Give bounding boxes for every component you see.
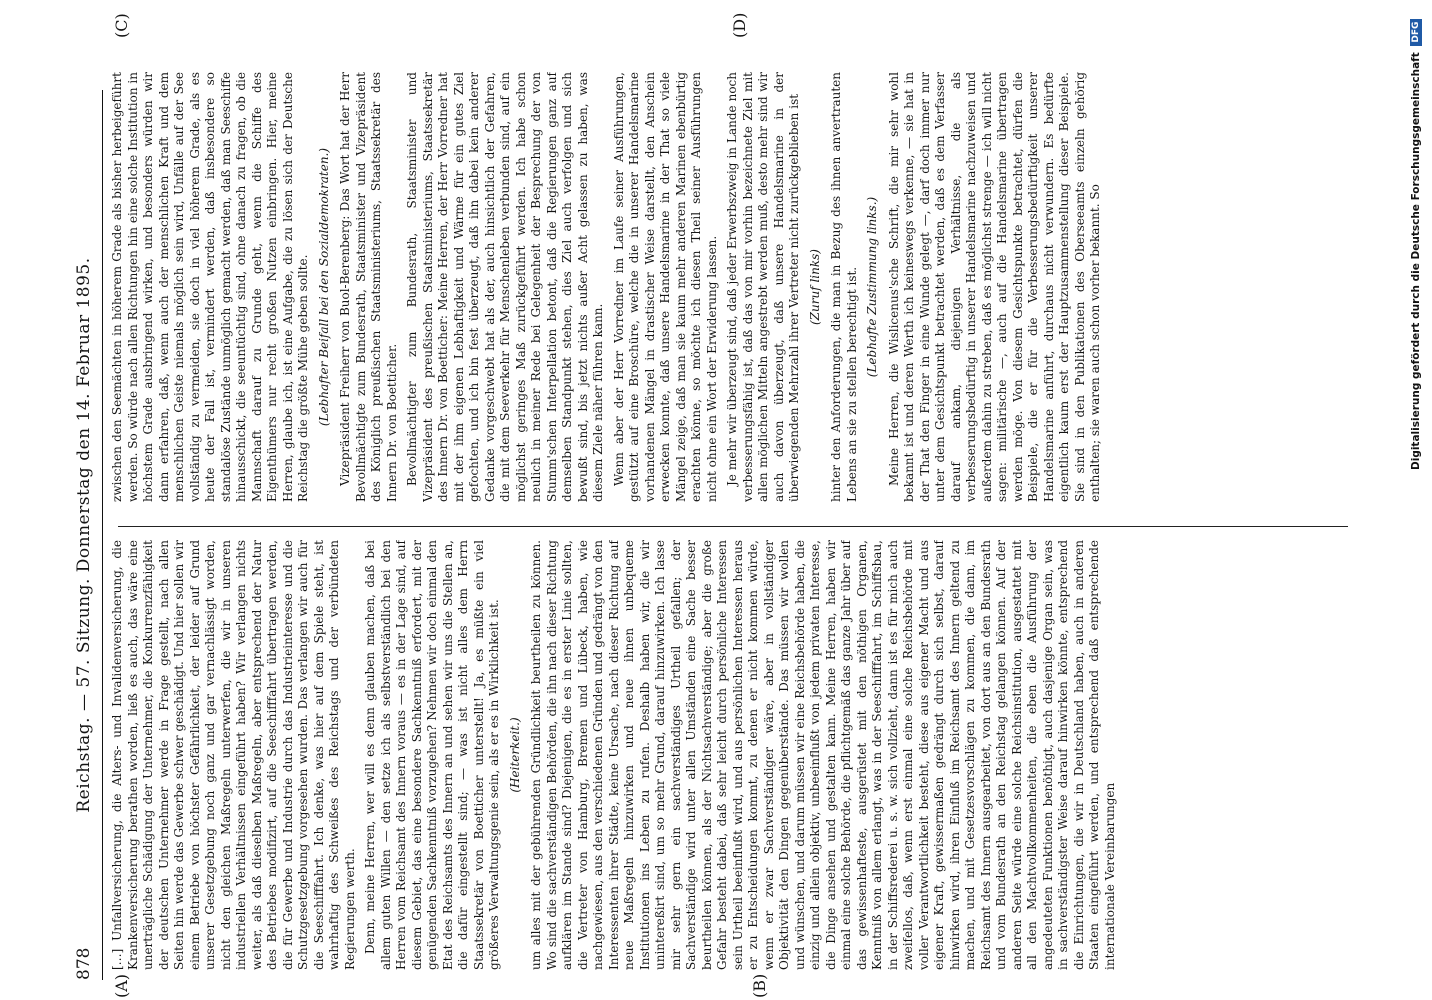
credit-text: Digitalisierung gefördert durch die Deutsche Forschungsgemeinschaft [1410, 52, 1422, 470]
paragraph: hinter den Anforderungen, die man in Bezug des ihnen anvertrauten Lebens an sie zu stellen berechtigt ist. [829, 72, 859, 502]
dfg-logo-icon: DFG [1410, 19, 1422, 46]
paragraph: zwischen den Seemächten in höherem Grade als bisher herbeigeführt werden. So würde nach allen Richtungen hin eine solche Institution in höchstem Grade ausbringend wirken, und besonders würden wir dann erfahren, daß, wenn auch der menschlichen Kraft und dem menschlichen Geiste niemals möglich sein wird, Unfälle auf der See vollständig zu vermeiden, sie doch in viel höherem Grade, als es heute der Fall ist, vermindert werden, daß insbesondere so standalöse Zustände unmöglich gemacht werden, daß man Seeschiffe hinausschickt, die seeuntüchtig sind, ohne danach zu fragen, ob die Mannschaft darauf zu Grunde geht, wenn die Schiffe des Eigenthümers nur recht großen Nutzen einbringen. Hier, meine Herren, glaube ich, ist eine Aufgabe, die zu lösen sich der Deutsche Reichstag die größte Mühe geben sollte. [110, 72, 310, 502]
digitization-credit [1410, 10, 1428, 470]
paragraph: Meine Herren, die Wislicenus'sche Schrift, die mir sehr wohl bekannt ist und deren Werth ich keineswegs verkenne, — sie hat in der That den Finger in eine Wunde gelegt —, darf doch immer nur unter dem Gesichtspunkt betrachtet werden, daß es dem Verfasser darauf ankam, diejenigen Verhältnisse, die als verbesserungsbedürftig in unserer Handelsmarine nachzuweisen und außerdem dahin zu streben, daß es möglichst strenge — ich will nicht sagen: militärische —, auch auf die Handelsmarine übertragen werden möge. Von diesem Gesichtspunkte betrachtet, dürfen die Beispiele, die er für die Verbesserungsbedürftigkeit unserer Handelsmarine anführt, durchaus nicht verwundern. Es bedürfte eigentlich kaum erst der Hauptzusammenstellung dieser Beispiele. Sie sind in den Publikationen des Oberseeamts einzeln gehörig enthalten; sie waren auch schon vorher bekannt. So [886, 72, 1102, 502]
page-number: 878 [74, 947, 94, 980]
left-column [110, 540, 1320, 970]
paragraph: […] Unfallversicherung, die Alters- und Invalidenversicherung, die Krankenversicherung berathen worden, ließ es auch, das wäre eine unerträgliche Schädigung der Unternehmer, die Konkurrenzfähigkeit der deutschen Unternehmer werde in Frage gestellt, nach allen Seiten hin werde das Gewerbe schwer geschädigt. Und hier sollen wir einem Betriebe von höchster Gefährlichkeit, der leider auf Grund unserer Gesetzgebung noch ganz und gar vernachlässigt worden, nicht den gleichen Maßregeln unterwerfen, die wir in unseren industriellen Verhältnissen eingeführt haben? Wir verlangen nichts weiter, als daß dieselben Maßregeln, aber entsprechend der Natur des Betriebes modifizirt, auf die Seeschifffahrt übertragen werden, die für Gewerbe und Industrie durch das Industrieinteresse und die Schutzgesetzgebung vorgesehen wurden. Das verlangen wir auch für die Seeschifffahrt. Ich denke, was hier auf dem Spiele steht, ist wahrhaftig des Schweißes des Reichstags und der verbündeten Regierungen werth. [110, 540, 357, 970]
speaker-paragraph: Bevollmächtigter zum Bundesrath, Staatsminister und Vizepräsident des preußischen Staatsministeriums, Staatssekretär des Innern Dr. von Boetticher: Meine Herren, der Herr Vorredner hat mit der ihm eigenen Lebhaftigkeit und Wärme für ein gutes Ziel gefochten, und ich bin fest überzeugt, daß ihn dabei kein anderer Gedanke vorgeschwebt hat als der, auch hinsichtlich der Gefahren, die mit dem Seeverkehr für Menschenleben verbunden sind, auf ein möglichst geringes Maß zurückgeführt werden. Ich habe schon neulich in meiner Rede bei Gelegenheit der Besprechung der von Stumm'schen Interpellation betont, daß die Regierungen ganz auf demselben Standpunkt stehen, dies Ziel auch verfolgen und sich bewußt sind, bis jetzt nichts außer Acht gelassen zu haben, was diesem Ziele näher führen kann. [405, 72, 605, 502]
page-header [72, 90, 103, 980]
margin-letter-d: (D) [730, 12, 749, 38]
column-divider [118, 526, 1348, 527]
stage-direction: (Zuruf links) [807, 249, 822, 325]
stage-direction: (Heiterkeit.) [507, 717, 522, 793]
paragraph: um alles mit der gebührenden Gründlichkeit beurtheilen zu können. Wo sind die sachverständigen Behörden, die ihn nach dieser Richtung aufklären im Stande sind? Diejenigen, die es in erster Linie sollten, die Vertreter von Hamburg, Bremen und Lübeck, haben, wie nachgewiesen, aus den verschiedenen Gründen und gedrängt von den Interessenten ihrer Städte, keine Ursache, nach dieser Richtung auf neue Maßregeln hinzuwirken und neue ihnen unbequeme Institutionen ins Leben zu rufen. Deshalb haben wir, die wir unintereßirt sind, um so mehr Grund, darauf hinzuwirken. Ich lasse mir sehr gern ein sachverständiges Urtheil gefallen; der Sachverständige wird unter allen Umständen eine Sache besser beurtheilen können, als der Nichtsachverständige; aber die große Gefahr besteht dabei, daß sehr leicht durch persönliche Interessen sein Urtheil beeinflußt wird, und aus persönlichen Interessen heraus er zu Entscheidungen kommt, zu denen er nicht kommen würde, wenn er zwar Sachverständiger wäre, aber in vollständiger Objektivität den Dingen gegenüberstände. Das müssen wir wollen und wünschen, und darum müssen wir eine Reichsbehörde haben, die einzig und allein objektiv, unbeeinflußt von jedem privaten Interesse, die Dinge ansehen und gestalten kann. Meine Herren, haben wir einmal eine solche Behörde, die pflichtgemäß das ganze Jahr über auf das gewissenhafteste, ausgerüstet mit den nöthigen Organen, Kenntniß von allem erlangt, was in der Seeschifffahrt, im Schiffsbau, in der Schiffsrederei u. s. w. sich vollzieht, dann ist es für mich auch zweifellos, daß, wenn erst einmal eine solche Reichsbehörde mit voller Verantwortlichkeit besteht, diese aus eigener Macht und aus eigener Kraft, gewissermaßen gedrängt durch sich selbst, darauf hinwirken wird, ihren Einfluß im Reichsamt des Innern geltend zu machen, und mit Gesetzesvorschlägen zu kommen, die dann, im Reichsamt des Innern ausgearbeitet, von dort aus an den Bundesrath und vom Bundesrath an den Reichstag gelangen können. Auf der anderen Seite würde eine solche Reichsinstitution, ausgestattet mit all den Machtvollkommenheiten, die eben die Ausführung der angedeuteten Funktionen benöthigt, auch dasjenige Organ sein, was in sachverständigster Weise darauf hinwirken könnte, entsprechend die Einrichtungen, die wir in Deutschland haben, auch in anderen Staaten eingeführt werden, und entsprechend daß entsprechende internationale Vereinbarungen [529, 540, 1117, 970]
speaker-paragraph: Vizepräsident Freiherr von Buol-Berenberg: Das Wort hat der Herr Bevollmächtigte zum Bundesrath, Staatsminister und Vizepräsident des Königlich preußischen Staatsministeriums, Staatssekretär des Innern Dr. von Boetticher. [338, 72, 399, 502]
margin-letter-a: (A) [112, 973, 131, 998]
right-column [110, 72, 1365, 502]
paragraph: Je mehr wir überzeugt sind, daß jeder Erwerbszweig in Lande noch verbesserungsfähig ist, daß das von mir vorhin bezeichnete Ziel mit allen möglichen Mitteln angestrebt werden muß, desto mehr sind wir auch davon überzeugt, daß unsere Handelsmarine in der überwiegenden Mehrzahl ihrer Vertreter nicht zurückgeblieben ist [725, 72, 801, 502]
margin-letter-c: (C) [112, 13, 131, 38]
stage-direction: (Lebhafte Zustimmung links.) [865, 196, 879, 378]
paragraph: Denn, meine Herren, wer will es denn glauben machen, daß bei allem guten Willen — den setze ich als selbstverständlich bei den Herren vom Reichsamt des Innern voraus — es in der Lage sind, auf diesem Gebiet, das eine besondere Sachkenntniß erfordert, mit der genügenden Sachkenntniß vorzugehen? Nehmen wir doch einmal den Etat des Reichsamts des Innern an und sehen wir uns die Stellen an, die dafür eingestellt sind; — was ist nicht alles dem Herrn Staatssekretär von Boetticher unterstellt! Ja, es müßte ein viel größeres Verwaltungsgenie sein, als er es in Wirklichkeit ist. [363, 540, 501, 970]
paragraph: Wenn aber der Herr Vorredner im Laufe seiner Ausführungen, gestützt auf eine Broschüre, welche die in unserer Handelsmarine vorhandenen Mängel in drastischer Weise darstellt, den Anschein erwecken konnte, daß unsere Handelsmarine in der That so viele Mängel zeige, daß man sie kaum mehr anderen Marinen ebenbürtig erachten könne, so möchte ich diesen Theil seiner Ausführungen nicht ohne ein Wort der Erwiderung lassen. [611, 72, 719, 502]
running-head: Reichstag. — 57. Sitzung. Donnerstag den 14. Februar 1895. [74, 257, 94, 813]
margin-letter-b: (B) [750, 973, 769, 998]
stage-direction: (Lebhafter Beifall bei den Sozialdemokraten.) [316, 147, 331, 427]
